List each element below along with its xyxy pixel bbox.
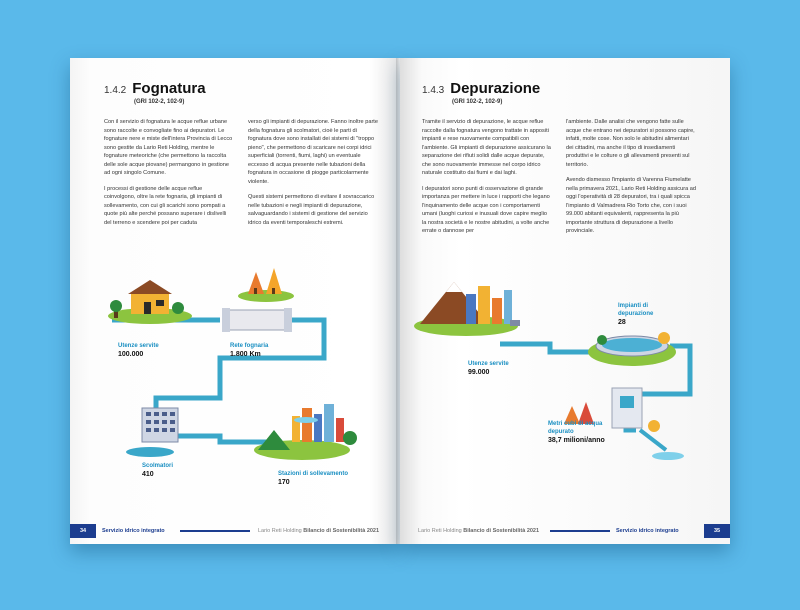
section-title: Depurazione: [450, 80, 541, 97]
left-page: [70, 58, 400, 544]
footer-publication: Lario Reti Holding Bilancio di Sostenibilità 2021: [258, 528, 380, 534]
paragraph: verso gli impianti di depurazione. Fanno inoltre parte della fognatura gli scolmatori, cioè le parti di fognatura dove sono installati dei sistemi di "troppo pieno", che permettono di scaricare nei corpi idrici superficiali (torrenti, fiumi, laghi) un eventuale eccesso di acqua presente nelle tubazioni della fognatura in occasione di piogge particolarmente violente.: [248, 119, 378, 185]
footer-publication: Lario Reti Holding Bilancio di Sostenibilità 2021: [418, 528, 540, 534]
stat-scolmatori: Scolmatori 410: [142, 463, 174, 478]
sewer-pipe-illustration: [222, 308, 292, 332]
trees-illustration: [238, 268, 294, 302]
stat-metri-cubi: Metri cubi di acqua depurato 38,7 milioni/anno: [548, 421, 605, 444]
paragraph: l'ambiente. Dalle analisi che vengono fatte sulle acque che entrano nei depuratori si possono capire, infatti, molte cose. Non solo le abitudini alimentari dei cittadini, ma anche il tipo di insediamenti produttivi e le colture o gli allevamenti presenti sul territorio.: [566, 119, 695, 168]
paragraph: Questi sistemi permettono di evitare il sovraccarico nelle tubazioni e negli impianti di depurazione, salvaguardando i sistemi di gestione del servizio idrico da eventi temporaleschi estremi.: [248, 194, 375, 226]
paragraph: Avendo dismesso l'impianto di Varenna Fiumelatte nella primavera 2021, Lario Reti Holding assicura ad oggi l'operatività di 28 depuratori, tra i quali spicca l'impianto di Valmadrera Rio Torto che, con i suoi 99.000 abitanti equivalenti, rappresenta la più importante struttura di depurazione a livello provinciale.: [566, 177, 696, 234]
stat-utenze-servite: Utenze servite 99.000: [468, 361, 509, 376]
sewer-infographic: [70, 58, 400, 544]
section-title: Fognatura: [132, 80, 206, 97]
lifting-station-illustration: [254, 404, 357, 460]
page-footer: [400, 524, 730, 538]
stat-stazioni-sollevamento: Stazioni di sollevamento 170: [278, 471, 349, 486]
footer-section: Servizio idrico integrato: [616, 528, 679, 534]
stat-utenze-servite: Utenze servite 100.000: [118, 343, 159, 358]
section-number: 1.4.2: [104, 85, 127, 96]
house-illustration: [108, 280, 192, 324]
footer-rule: [550, 530, 610, 532]
page-number: 34: [70, 524, 96, 538]
footer-rule: [180, 530, 250, 532]
section-number: 1.4.3: [422, 85, 445, 96]
treatment-plant-illustration: [588, 332, 676, 366]
stat-impianti-depurazione: Impianti di depurazione 28: [618, 303, 654, 326]
paragraph: Tramite il servizio di depurazione, le acque reflue raccolte dalla fognatura vengono trattate in appositi impianti e rese nuovamente compatibili con l'ambiente. Gli impianti di depurazione assicurano la separazione dei rifiuti solidi dalle acque depurate, che sono nuovamente immesse nel corpo idrico naturale costituito dai fiumi e dai laghi.: [422, 119, 551, 176]
paragraph: Con il servizio di fognatura le acque reflue urbane sono raccolte e convogliate fino ai depuratori. Le fognature nere e miste dell'intera Provincia di Lecco sono gestite da Lario Reti Holding, mentre le fognature meteoriche (che permettono la raccolta delle sole acque piovane) permangono in gestione ad ogni singolo Comune.: [104, 119, 233, 176]
paragraph: I processi di gestione delle acque reflue coinvolgono, oltre la rete fognaria, gli impianti di sollevamento, con cui gli scarichi sono pompati a quote più alte perché possano superare i dislivelli del terreno e scendere poi per caduta: [104, 185, 227, 226]
page-footer: [70, 524, 400, 538]
treatment-infographic: [400, 58, 730, 544]
gri-reference: (GRI 102-2, 102-9): [452, 99, 503, 105]
right-page: [400, 58, 730, 544]
paragraph: I depuratori sono punti di osservazione di grande importanza per mettere in luce i rapporti che legano l'inquinamento delle acque con i comportamenti umani (luoghi curiosi e inusuali dove capire meglio la nostra società e le nostre abitudini, a volte anche errate o dannose per: [422, 185, 550, 234]
page-number: 35: [704, 524, 730, 538]
city-illustration: [414, 282, 520, 336]
gri-reference: (GRI 102-2, 102-9): [134, 99, 185, 105]
overflow-structure-illustration: [126, 408, 178, 457]
footer-section: Servizio idrico integrato: [102, 528, 165, 534]
stat-rete-fognaria: Rete fognaria 1.800 Km: [230, 343, 269, 358]
